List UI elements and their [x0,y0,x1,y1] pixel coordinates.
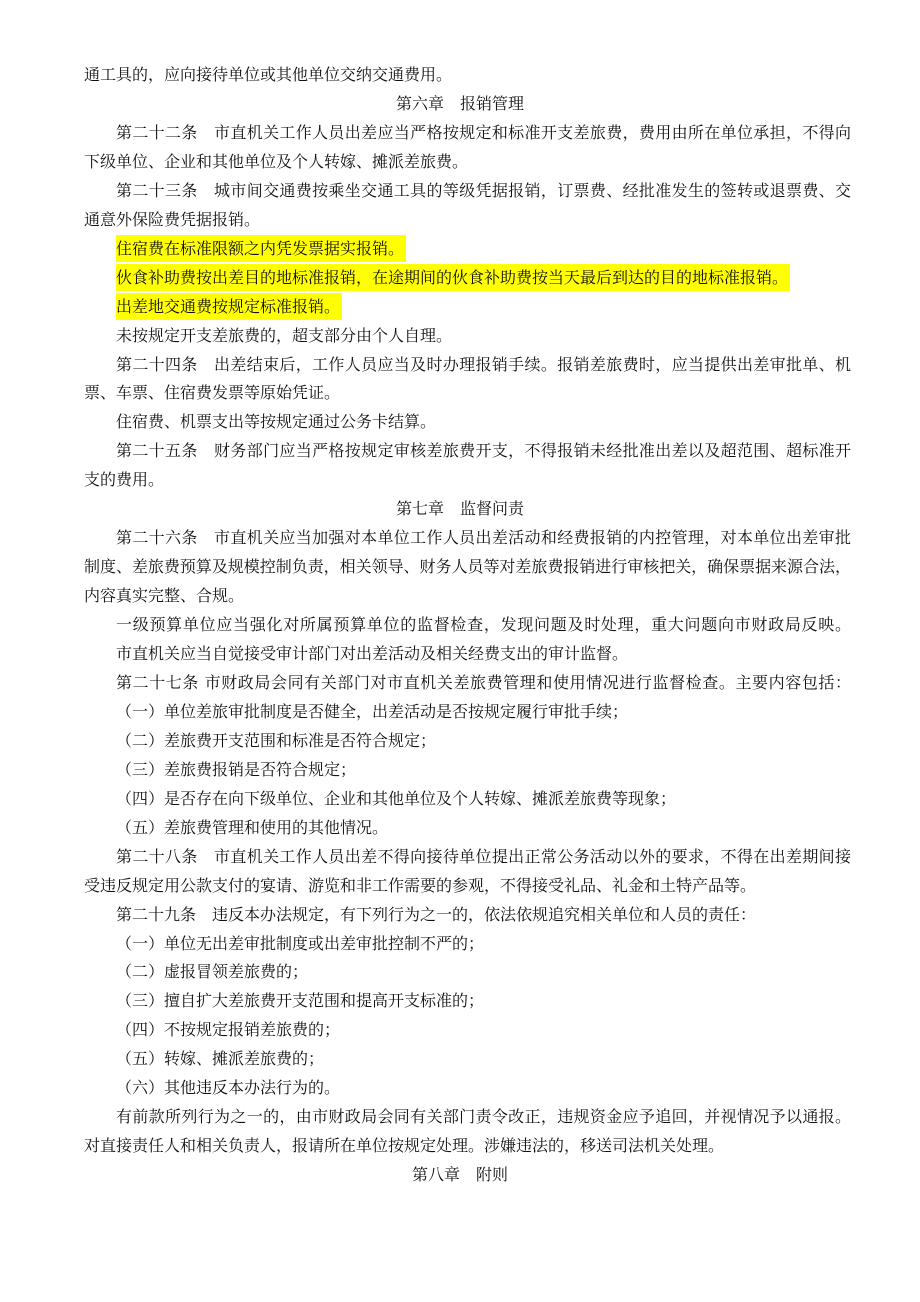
text-line [116,1049,324,1069]
text-line [116,297,342,317]
text-line [84,383,340,403]
line-text: 市直机关应当自觉接受审计部门对出差活动及相关经费支出的审计监督。 [116,644,629,663]
text-line [116,239,406,259]
line-text: （三）擅自扩大差旅费开支范围和提高开支标准的； [116,991,485,1011]
text-line [116,1078,340,1098]
text-line [84,470,164,490]
line-text: 第二十七条 市财政局会同有关部门对市直机关差旅费管理和使用情况进行监督检查。主要内容包括： [116,672,852,692]
text-line [84,876,756,896]
line-text: 内容真实完整、合规。 [84,586,245,606]
line-text: 受违反规定用公款支付的宴请、游览和非工作需要的参观，不得接受礼品、礼金和土特产品等。 [84,875,757,895]
line-text: 第二十九条 违反本办法规定，有下列行为之一的，依法依规追究相关单位和人员的责任： [116,904,757,924]
line-text: 通意外保险费凭据报销。 [84,209,261,229]
line-text: 有前款所列行为之一的，由市财政局会同有关部门责令改正，违规资金应予追回，并视情况予以通报。 [116,1107,852,1127]
text-line [116,412,436,432]
text-line [116,934,484,954]
line-text: （三）差旅费报销是否符合规定； [116,759,357,779]
line-text: 一级预算单位应当强化对所属预算单位的监督检查，发现问题及时处理，重大问题向市财政局反映。 [116,615,852,635]
line-text: 制度、差旅费预算及规模控制负责，相关领导、财务人员等对差旅费报销进行审核把关，确保票据来源合法， [84,557,851,577]
line-text: （二）虚报冒领差旅费的； [116,962,309,982]
text-line [116,1107,851,1127]
line-text: 住宿费、机票支出等按规定通过公务卡结算。 [116,412,437,432]
text-line [116,702,628,722]
line-text: 第二十五条 财务部门应当严格按规定审核差旅费开支，不得报销未经批准出差以及超范围、超标准开 [116,441,852,461]
text-line [84,152,468,172]
line-text: 下级单位、企业和其他单位及个人转嫁、摊派差旅费。 [84,151,469,171]
line-text: 第二十四条 出差结束后，工作人员应当及时办理报销手续。报销差旅费时，应当提供出差审批单、机 [116,354,852,374]
text-line [116,673,852,693]
line-text: 第二十八条 市直机关工作人员出差不得向接待单位提出正常公务活动以外的要求，不得在出差期间接 [116,846,852,866]
line-text: 通工具的，应向接待单位或其他单位交纳交通费用。 [84,65,453,84]
text-line [116,991,484,1011]
text-line [116,731,436,751]
text-line [116,818,388,838]
text-line [116,760,356,780]
text-line [84,557,851,577]
text-line [116,1020,340,1040]
text-line [116,615,852,635]
line-text: 第八章 附则 [412,1165,509,1185]
text-line [116,905,756,925]
text-line [84,1136,724,1156]
line-text: 未按规定开支差旅费的，超支部分由个人自理。 [116,325,453,345]
text-line [116,326,452,346]
line-text: 票、车票、住宿费发票等原始凭证。 [84,383,341,403]
line-text: （五）差旅费管理和使用的其他情况。 [116,817,389,837]
line-text: 第七章 监督问责 [396,499,525,519]
line-text: 第六章 报销管理 [396,93,525,113]
line-text: （二）差旅费开支范围和标准是否符合规定； [116,730,437,750]
highlighted-text: 住宿费在标准限额之内凭发票据实报销。 [116,235,406,262]
text-line [116,847,851,867]
line-text: 支的费用。 [84,470,165,490]
text-line [116,268,790,288]
text-line [116,962,308,982]
text-line [116,789,676,809]
text-line [116,123,851,143]
chapter-heading [396,499,524,519]
line-text: 第二十六条 市直机关应当加强对本单位工作人员出差活动和经费报销的内控管理，对本单位出差审批 [116,528,852,548]
text-line [84,65,452,85]
text-line [116,644,628,664]
line-text: （一）单位差旅审批制度是否健全，出差活动是否按规定履行审批手续； [116,701,629,721]
line-text: （六）其他违反本办法行为的。 [116,1078,341,1098]
text-line [116,181,851,201]
text-line [116,528,851,548]
highlighted-text: 出差地交通费按规定标准报销。 [116,293,342,320]
text-line [84,210,260,230]
text-line [116,355,851,375]
text-line [116,441,851,461]
line-text: （四）是否存在向下级单位、企业和其他单位及个人转嫁、摊派差旅费等现象； [116,788,677,808]
line-text: （一）单位无出差审批制度或出差审批控制不严的； [116,933,485,953]
line-text: 对直接责任人和相关负责人，报请所在单位按规定处理。涉嫌违法的，移送司法机关处理。 [84,1136,725,1156]
line-text: （四）不按规定报销差旅费的； [116,1020,341,1040]
text-line [84,586,244,606]
line-text: （五）转嫁、摊派差旅费的； [116,1049,325,1069]
chapter-heading [412,1165,508,1185]
line-text: 第二十三条 城市间交通费按乘坐交通工具的等级凭据报销，订票费、经批准发生的签转或退票费、交 [116,180,852,200]
chapter-heading [396,94,524,114]
line-text: 第二十二条 市直机关工作人员出差应当严格按规定和标准开支差旅费，费用由所在单位承担，不得向 [116,122,852,142]
highlighted-text: 伙食补助费按出差目的地标准报销，在途期间的伙食补助费按当天最后到达的目的地标准报销。 [116,264,790,291]
